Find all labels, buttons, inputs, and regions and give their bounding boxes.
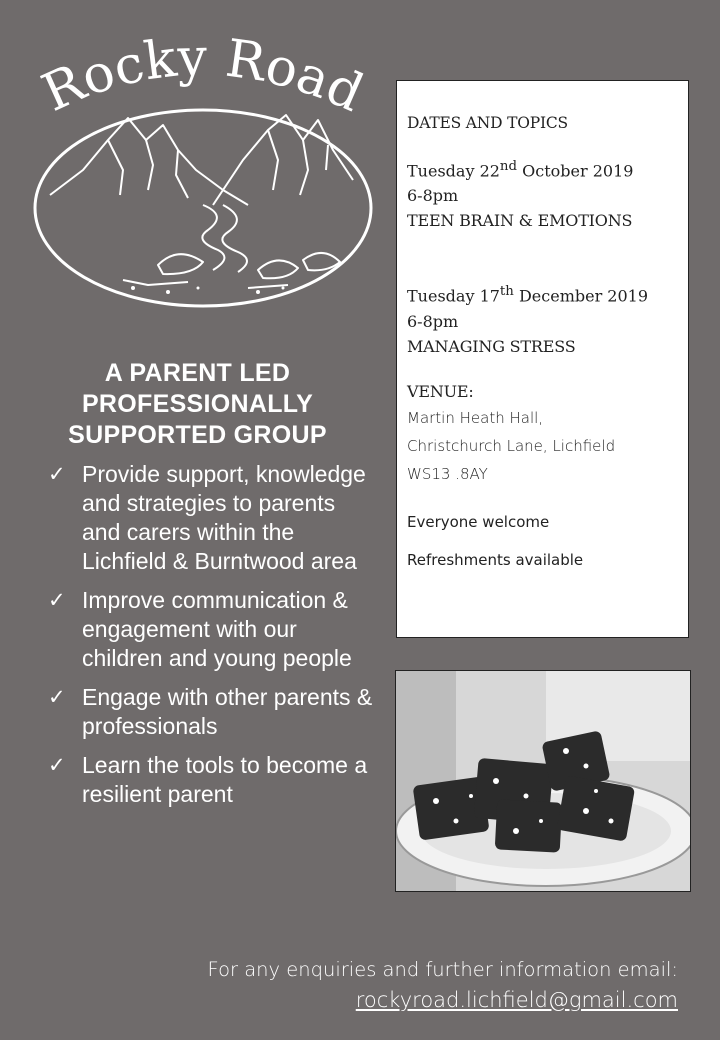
footer-contact	[118, 955, 678, 1015]
list-item	[48, 586, 378, 673]
list-item-text: Provide support, knowledge and strategies to parents and carers within the Lichfield & Burntwood area	[82, 461, 366, 574]
heading-line-3: SUPPORTED GROUP	[68, 421, 327, 449]
welcome-note: Everyone welcome	[407, 512, 550, 531]
list-item-text: Improve communication & engagement with our children and young people	[82, 587, 352, 671]
venue-label: VENUE:	[407, 381, 474, 401]
refreshments-note: Refreshments available	[407, 550, 584, 569]
checkmark-icon: ✓	[48, 686, 66, 709]
list-item	[48, 683, 378, 741]
list-item	[48, 460, 378, 576]
logo-title: Rocky Road	[33, 30, 372, 125]
heading-line-1: A PARENT LED	[104, 359, 291, 387]
email-link[interactable]: rockyroad.lichfield@gmail.com	[355, 988, 678, 1012]
session-date: Tuesday 17th December 2019	[407, 284, 649, 306]
dates-topics-title: DATES AND TOPICS	[407, 114, 568, 132]
list-item-text: Learn the tools to become a resilient parent	[82, 752, 368, 807]
venue-line: Martin Heath Hall,	[407, 408, 544, 427]
rocky-road-photo	[395, 670, 691, 892]
session-date: Tuesday 22nd October 2019	[407, 159, 634, 181]
session-topic: MANAGING STRESS	[407, 336, 576, 356]
rocky-road-logo	[28, 30, 373, 310]
venue-line: Christchurch Lane, Lichfield	[407, 436, 616, 455]
session-time: 6-8pm	[407, 311, 459, 331]
venue-line: WS13 .8AY	[407, 464, 488, 483]
checkmark-icon: ✓	[48, 589, 66, 612]
checkmark-icon: ✓	[48, 463, 66, 486]
list-item	[48, 751, 378, 809]
heading-line-2: PROFESSIONALLY	[81, 390, 314, 418]
group-heading	[30, 358, 365, 451]
session-topic: TEEN BRAIN & EMOTIONS	[407, 211, 633, 231]
checkmark-icon: ✓	[48, 754, 66, 777]
footer-text: For any enquiries and further information email:	[207, 958, 678, 981]
aims-list	[48, 460, 378, 819]
dates-topics-panel	[396, 80, 689, 638]
list-item-text: Engage with other parents & professionals	[82, 684, 373, 739]
session-time: 6-8pm	[407, 186, 459, 206]
